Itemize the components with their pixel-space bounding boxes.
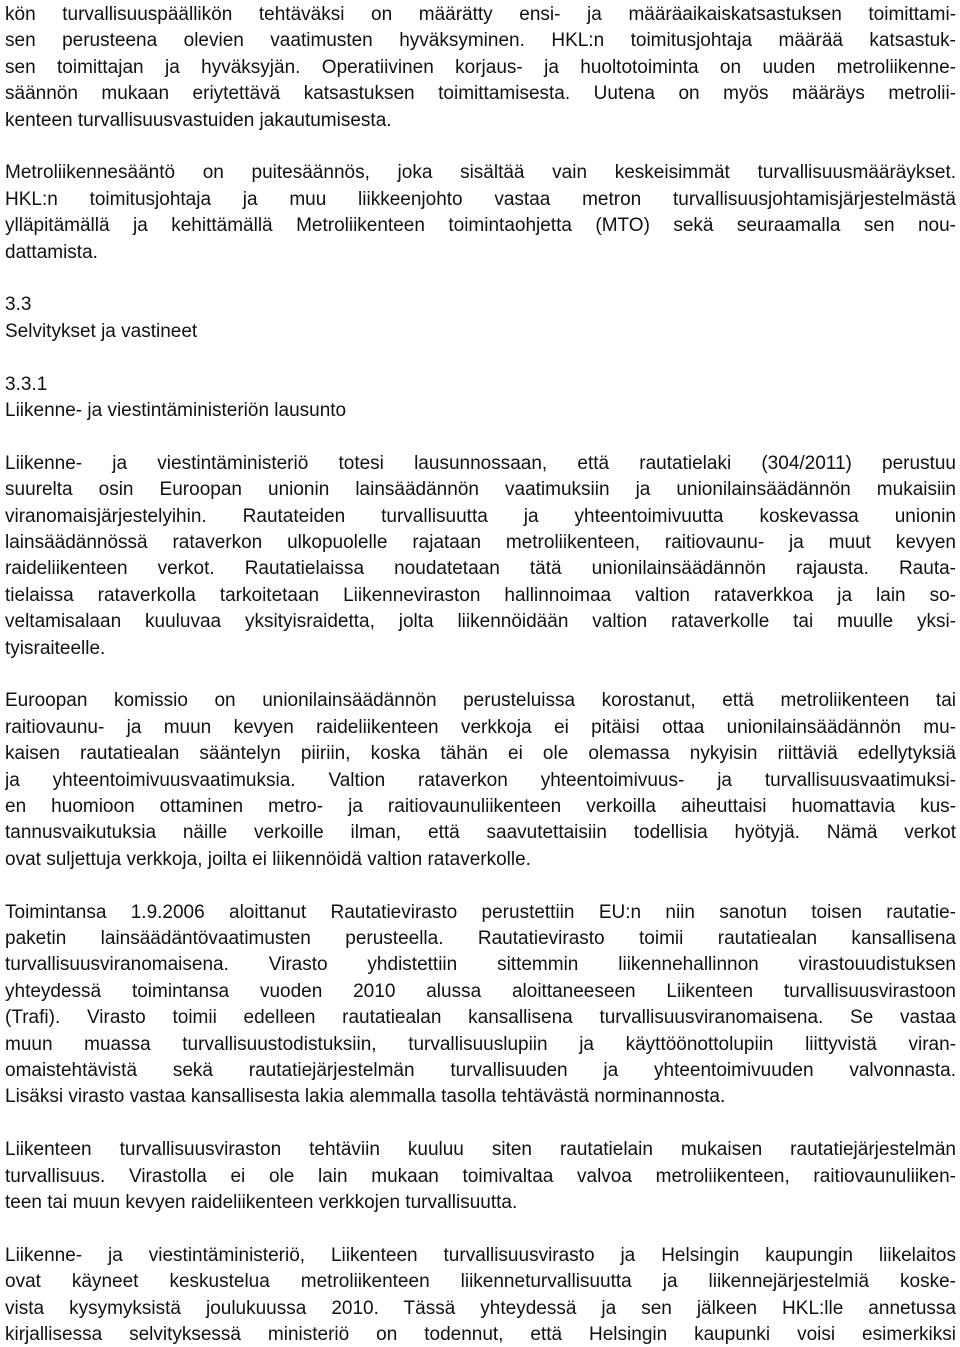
text-line: raitiovaunu- ja muun kevyen raideliikenteen verkkoja ei pitäisi ottaa unionilainsäädännön mu-: [5, 716, 956, 738]
text-line: omaistehtävistä sekä rautatiejärjestelmän turvallisuuden ja yhteentoimivuuden valvonnasta.: [5, 1060, 956, 1081]
text-line: Liikenne- ja viestintäministeriön lausunto: [5, 400, 347, 421]
text-line: Lisäksi virasto vastaa kansallisesta lakia alemmalla tasolla tehtävästä norminannosta.: [5, 1086, 726, 1108]
text-line: (Trafi). Virasto toimii edelleen rautatiealan kansallisena turvallisuusviranomaisena. Se vastaa: [5, 1007, 956, 1029]
text-line: Selvitykset ja vastineet: [5, 320, 198, 342]
text-line: ovat käyneet keskustelua metroliikenteen liikenneturvallisuutta ja liikennejärjestelmiä koske-: [5, 1271, 956, 1293]
text-line: Liikenne- ja viestintäministeriö totesi lausunnossaan, että rautatielaki (304/2011) perustuu: [5, 452, 956, 474]
text-line: ja yhteentoimivuusvaatimuksia. Valtion rataverkon yhteentoimivuus- ja turvallisuusvaatimuksi-: [5, 769, 956, 791]
text-line: dattamista.: [5, 241, 98, 263]
blank-line: [5, 425, 956, 449]
text-line: ylläpitämällä ja kehittämällä Metroliikenteen toimintaohjetta (MTO) sekä seuraamalla sen nou-: [5, 215, 956, 237]
text-line: sen toimittajan ja hyväksyjän. Operatiivinen korjaus- ja huoltotoiminta on uuden metroliikenne-: [5, 56, 956, 78]
text-line: turvallisuus. Virastolla ei ole lain mukaan toimivaltaa valvoa metroliikenteen, raitiovaunuliiken-: [5, 1165, 956, 1187]
text-line: kön turvallisuuspäällikön tehtäväksi on määrätty ensi- ja määräaikaiskatsastuksen toimittami-: [5, 4, 956, 25]
text-line: lainsäädännössä rataverkon ulkopuolelle rajataan metroliikenteen, raitiovaunu- ja muut kevyen: [5, 532, 956, 553]
text-line: veltamisalaan kuuluvaa yksityisraidetta, jolta liikennöidään valtion rataverkolle tai muulle yksi-: [5, 611, 956, 633]
text-line: HKL:n toimitusjohtaja ja muu liikkeenjohto vastaa metron turvallisuusjohtamisjärjestelmästä: [5, 188, 956, 210]
text-line: tannusvaikutuksia näille verkoille ilman, että saavutettaisiin todellisia hyötyjä. Nämä verkot: [5, 822, 956, 844]
text-line: ovat suljettuja verkkoja, joilta ei liikennöidä valtion rataverkolle.: [5, 848, 531, 870]
text-line: vista kysymyksistä joulukuussa 2010. Tässä yhteydessä ja sen jälkeen HKL:lle annetussa: [5, 1297, 956, 1319]
text-line: sen perusteena olevien vaatimusten hyväksyminen. HKL:n toimitusjohtaja määrää katsastuk-: [5, 30, 956, 52]
text-line: muun muassa turvallisuustodistuksiin, turvallisuuslupiin ja käyttöönottolupiin liittyvistä viran-: [5, 1033, 956, 1055]
blank-line: [5, 135, 956, 159]
text-line: tielaissa rataverkolla tarkoitetaan Liikenneviraston hallinnoimaa valtion rataverkkoa ja lain so-: [5, 584, 956, 606]
text-line: kaisen rautatiealan sääntelyn piiriin, koska tähän ei ole olemassa nykyisin riittäviä edellytyksiä: [5, 743, 956, 765]
text-line: Euroopan komissio on unionilainsäädännön perusteluissa korostanut, että metroliikenteen tai: [5, 690, 956, 712]
text-line: Liikenteen turvallisuusviraston tehtäviin kuuluu siten rautatielain mukaisen rautatiejärjestelmän: [5, 1139, 956, 1161]
text-line: 3.3.1: [5, 373, 48, 395]
blank-line: [5, 346, 956, 370]
text-line: Metroliikennesääntö on puitesäännös, joka sisältää vain keskeisimmät turvallisuusmääräykset.: [5, 162, 956, 184]
text-line: yhteydessä toimintansa vuoden 2010 alussa aloittaneeseen Liikenteen turvallisuusvirastoon: [5, 980, 956, 1002]
text-line: tyisraiteelle.: [5, 637, 106, 659]
text-line: kenteen turvallisuusvastuiden jakautumisesta.: [5, 109, 392, 131]
text-line: viranomaisjärjestelyihin. Rautateiden turvallisuutta ja yhteentoimivuutta koskevassa unionin: [5, 505, 956, 527]
text-line: kirjallisessa selvityksessä ministeriö on todennut, että Helsingin kaupunki voisi esimerkiksi: [5, 1324, 956, 1345]
text-line: en huomioon ottaminen metro- ja raitiovaunuliikenteen verkoilla aiheuttaisi huomattavia kus-: [5, 796, 956, 817]
text-line: Toimintansa 1.9.2006 aloittanut Rautatievirasto perustettiin EU:n niin sanotun toisen rautatie-: [5, 901, 956, 923]
blank-line: [5, 1217, 956, 1241]
text-line: 3.3: [5, 294, 32, 316]
blank-line: [5, 874, 956, 898]
text-line: teen tai muun kevyen raideliikenteen verkkojen turvallisuutta.: [5, 1192, 518, 1213]
blank-line: [5, 267, 956, 291]
text-line: turvallisuusviranomaisena. Virasto yhdistettiin sittemmin liikennehallinnon virastouudistuksen: [5, 954, 956, 976]
text-line: raideliikenteen verkot. Rautatielaissa noudatetaan tätä unionilainsäädännön rajausta. Rauta-: [5, 558, 956, 580]
blank-line: [5, 663, 956, 687]
text-line: paketin lainsäädäntövaatimusten perusteella. Rautatievirasto toimii rautatiealan kansallisena: [5, 928, 956, 949]
text-line: suurelta osin Euroopan unionin lainsäädännön vaatimuksiin ja unionilainsäädännön mukaisiin: [5, 479, 956, 501]
text-line: säännön mukaan eriytettävä katsastuksen toimittamisesta. Uutena on myös määräys metrolii-: [5, 83, 956, 105]
text-line: Liikenne- ja viestintäministeriö, Liikenteen turvallisuusvirasto ja Helsingin kaupungin liikelaitos: [5, 1244, 956, 1266]
blank-line: [5, 1112, 956, 1136]
